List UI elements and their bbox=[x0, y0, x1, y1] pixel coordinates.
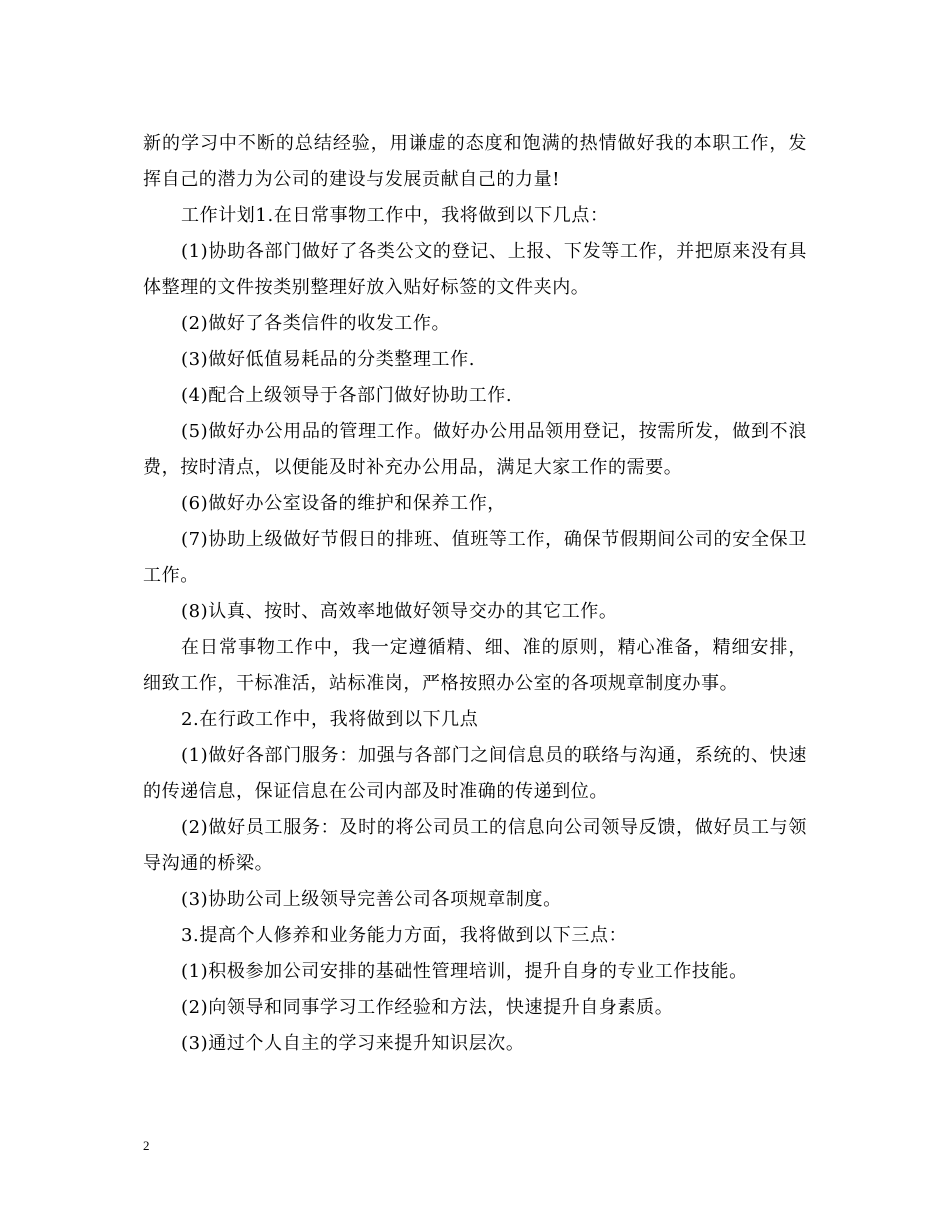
paragraph: (2)做好员工服务：及时的将公司员工的信息向公司领导反馈，做好员工与领导沟通的桥梁。 bbox=[143, 817, 807, 874]
paragraph: (6)做好办公室设备的维护和保养工作， bbox=[181, 493, 506, 514]
paragraph: 新的学习中不断的总结经验，用谦虚的态度和饱满的热情做好我的本职工作，发挥自己的潜力为公司的建设与发展贡献自己的力量! bbox=[143, 133, 807, 190]
document-body bbox=[143, 126, 807, 1062]
page-number: 2 bbox=[143, 1138, 150, 1153]
paragraph: (5)做好办公用品的管理工作。做好办公用品领用登记，按需所发，做到不浪费，按时清点，以便能及时补充办公用品，满足大家工作的需要。 bbox=[143, 421, 807, 478]
paragraph: (1)做好各部门服务：加强与各部门之间信息员的联络与沟通，系统的、快速的传递信息，保证信息在公司内部及时准确的传递到位。 bbox=[143, 745, 807, 802]
paragraph: (3)协助公司上级领导完善公司各项规章制度。 bbox=[181, 889, 562, 910]
paragraph: 3.提高个人修养和业务能力方面，我将做到以下三点： bbox=[181, 925, 628, 946]
paragraph: (7)协助上级做好节假日的排班、值班等工作，确保节假期间公司的安全保卫工作。 bbox=[143, 529, 807, 586]
paragraph: (1)协助各部门做好了各类公文的登记、上报、下发等工作，并把原来没有具体整理的文件按类别整理好放入贴好标签的文件夹内。 bbox=[143, 241, 807, 298]
paragraph: (2)向领导和同事学习工作经验和方法，快速提升自身素质。 bbox=[181, 997, 674, 1018]
paragraph: (1)积极参加公司安排的基础性管理培训，提升自身的专业工作技能。 bbox=[181, 961, 748, 982]
paragraph: (3)做好低值易耗品的分类整理工作. bbox=[181, 349, 476, 370]
paragraph: (8)认真、按时、高效率地做好领导交办的其它工作。 bbox=[181, 601, 618, 622]
paragraph: (3)通过个人自主的学习来提升知识层次。 bbox=[181, 1033, 525, 1054]
paragraph: (4)配合上级领导于各部门做好协助工作. bbox=[181, 385, 513, 406]
paragraph: 2.在行政工作中，我将做到以下几点 bbox=[181, 709, 479, 730]
paragraph: 在日常事物工作中，我一定遵循精、细、准的原则，精心准备，精细安排，细致工作，干标准活，站标准岗，严格按照办公室的各项规章制度办事。 bbox=[143, 637, 807, 694]
paragraph: (2)做好了各类信件的收发工作。 bbox=[181, 313, 451, 334]
paragraph: 工作计划1.在日常事物工作中，我将做到以下几点： bbox=[181, 205, 609, 226]
